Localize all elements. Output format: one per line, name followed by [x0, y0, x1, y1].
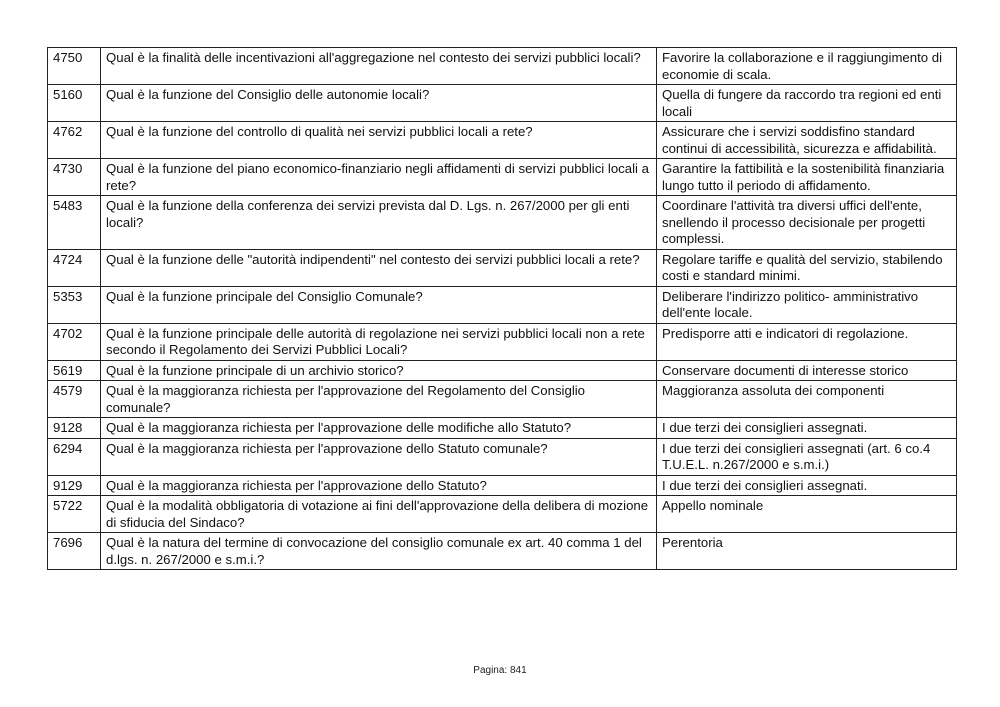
question-cell: Qual è la maggioranza richiesta per l'approvazione dello Statuto?: [101, 475, 657, 496]
question-cell: Qual è la funzione delle "autorità indipendenti" nel contesto dei servizi pubblici locali a rete?: [101, 249, 657, 286]
question-id-cell: 5160: [48, 85, 101, 122]
question-id-cell: 4730: [48, 159, 101, 196]
table-row: [48, 249, 957, 286]
question-cell: Qual è la funzione della conferenza dei servizi prevista dal D. Lgs. n. 267/2000 per gli enti locali?: [101, 196, 657, 250]
question-id-cell: 5619: [48, 360, 101, 381]
question-cell: Qual è la maggioranza richiesta per l'approvazione del Regolamento del Consiglio comunale?: [101, 381, 657, 418]
question-id-cell: 4579: [48, 381, 101, 418]
answer-cell: Conservare documenti di interesse storico: [657, 360, 957, 381]
answer-cell: Perentoria: [657, 533, 957, 570]
answer-cell: Favorire la collaborazione e il raggiungimento di economie di scala.: [657, 48, 957, 85]
answer-cell: Appello nominale: [657, 496, 957, 533]
question-id-cell: 5722: [48, 496, 101, 533]
question-id-cell: 5353: [48, 286, 101, 323]
question-cell: Qual è la funzione principale del Consiglio Comunale?: [101, 286, 657, 323]
question-cell: Qual è la modalità obbligatoria di votazione ai fini dell'approvazione della delibera di mozione di sfiducia del Sindaco?: [101, 496, 657, 533]
question-cell: Qual è la funzione principale delle autorità di regolazione nei servizi pubblici locali non a rete secondo il Regolamento dei Servizi Pubblici Locali?: [101, 323, 657, 360]
question-answer-table: [47, 47, 957, 570]
question-cell: Qual è la funzione principale di un archivio storico?: [101, 360, 657, 381]
answer-cell: Maggioranza assoluta dei componenti: [657, 381, 957, 418]
table-row: [48, 475, 957, 496]
answer-cell: Garantire la fattibilità e la sostenibilità finanziaria lungo tutto il periodo di affidamento.: [657, 159, 957, 196]
answer-cell: I due terzi dei consiglieri assegnati (art. 6 co.4 T.U.E.L. n.267/2000 e s.m.i.): [657, 438, 957, 475]
table-row: [48, 122, 957, 159]
table-row: [48, 48, 957, 85]
table-row: [48, 85, 957, 122]
question-cell: Qual è la funzione del Consiglio delle autonomie locali?: [101, 85, 657, 122]
question-id-cell: 6294: [48, 438, 101, 475]
question-id-cell: 7696: [48, 533, 101, 570]
table-row: [48, 533, 957, 570]
table-row: [48, 196, 957, 250]
question-cell: Qual è la natura del termine di convocazione del consiglio comunale ex art. 40 comma 1 del d.lgs. n. 267/2000 e s.m.i.?: [101, 533, 657, 570]
table-row: [48, 323, 957, 360]
answer-cell: Coordinare l'attività tra diversi uffici dell'ente, snellendo il processo decisionale per progetti complessi.: [657, 196, 957, 250]
answer-cell: Quella di fungere da raccordo tra regioni ed enti locali: [657, 85, 957, 122]
question-id-cell: 9129: [48, 475, 101, 496]
question-id-cell: 5483: [48, 196, 101, 250]
table-row: [48, 360, 957, 381]
answer-cell: Deliberare l'indirizzo politico- amministrativo dell'ente locale.: [657, 286, 957, 323]
table-row: [48, 159, 957, 196]
question-cell: Qual è la funzione del controllo di qualità nei servizi pubblici locali a rete?: [101, 122, 657, 159]
question-id-cell: 4762: [48, 122, 101, 159]
question-cell: Qual è la maggioranza richiesta per l'approvazione dello Statuto comunale?: [101, 438, 657, 475]
question-id-cell: 9128: [48, 418, 101, 439]
answer-cell: Assicurare che i servizi soddisfino standard continui di accessibilità, sicurezza e affidabilità.: [657, 122, 957, 159]
table-row: [48, 286, 957, 323]
question-id-cell: 4724: [48, 249, 101, 286]
answer-cell: Predisporre atti e indicatori di regolazione.: [657, 323, 957, 360]
answer-cell: Regolare tariffe e qualità del servizio, stabilendo costi e standard minimi.: [657, 249, 957, 286]
answer-cell: I due terzi dei consiglieri assegnati.: [657, 475, 957, 496]
question-cell: Qual è la funzione del piano economico-finanziario negli affidamenti di servizi pubblici locali a rete?: [101, 159, 657, 196]
table-row: [48, 438, 957, 475]
question-cell: Qual è la finalità delle incentivazioni all'aggregazione nel contesto dei servizi pubblici locali?: [101, 48, 657, 85]
table-row: [48, 418, 957, 439]
answer-cell: I due terzi dei consiglieri assegnati.: [657, 418, 957, 439]
table-row: [48, 496, 957, 533]
question-cell: Qual è la maggioranza richiesta per l'approvazione delle modifiche allo Statuto?: [101, 418, 657, 439]
question-id-cell: 4702: [48, 323, 101, 360]
page-number: Pagina: 841: [473, 665, 527, 676]
question-id-cell: 4750: [48, 48, 101, 85]
table-row: [48, 381, 957, 418]
